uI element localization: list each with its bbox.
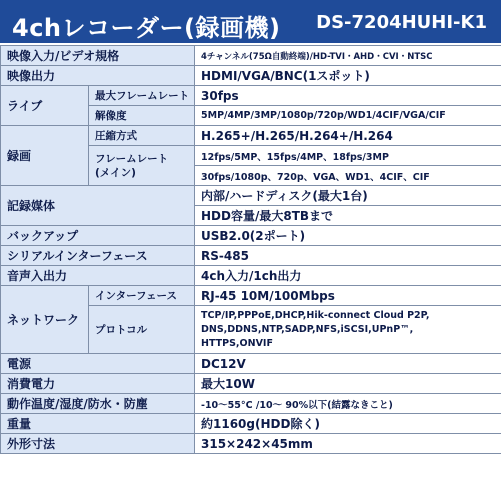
storage-value-2: HDD容量/最大8TBまで (195, 206, 501, 226)
table-row (1, 86, 501, 106)
live-frame-rate-label: 最大フレームレート (89, 86, 195, 106)
table-row (1, 46, 501, 66)
audio-label: 音声入出力 (1, 266, 195, 286)
table-row (1, 286, 501, 306)
frame-rate-label (89, 146, 195, 186)
table-row (1, 434, 501, 454)
protocol-line-1: TCP/IP,PPPoE,DHCP,Hik-connect Cloud P2P, (201, 309, 430, 321)
live-frame-rate-value: 30fps (195, 86, 501, 106)
frame-rate-value-1: 12fps/5MP、15fps/4MP、18fps/3MP (195, 146, 501, 166)
network-label: ネットワーク (1, 286, 89, 354)
audio-value: 4ch入力/1ch出力 (195, 266, 501, 286)
video-output-label: 映像出力 (1, 66, 195, 86)
power-value: DC12V (195, 354, 501, 374)
table-row (1, 246, 501, 266)
table-row (1, 394, 501, 414)
table-row (1, 354, 501, 374)
interface-value: RJ-45 10M/100Mbps (195, 286, 501, 306)
storage-value-1: 内部/ハードディスク(最大1台) (195, 186, 501, 206)
protocol-label: プロトコル (89, 306, 195, 354)
live-label: ライブ (1, 86, 89, 126)
header-banner (0, 0, 501, 43)
protocol-line-3: HTTPS,ONVIF (201, 337, 273, 349)
power-label: 電源 (1, 354, 195, 374)
live-resolution-value: 5MP/4MP/3MP/1080p/720p/WD1/4CIF/VGA/CIF (195, 106, 501, 126)
protocol-value (195, 306, 501, 354)
frame-rate-value-2: 30fps/1080p、720p、VGA、WD1、4CIF、CIF (195, 166, 501, 186)
protocol-line-2: DNS,DDNS,NTP,SADP,NFS,iSCSI,UPnP™, (201, 323, 414, 335)
page-title: 4chレコーダー(録画機) (12, 14, 281, 42)
table-row (1, 66, 501, 86)
table-row (1, 266, 501, 286)
table-row (1, 126, 501, 146)
dimensions-label: 外形寸法 (1, 434, 195, 454)
dimensions-value: 315×242×45mm (195, 434, 501, 454)
spec-table (0, 45, 501, 454)
recording-label: 録画 (1, 126, 89, 186)
consumption-label: 消費電力 (1, 374, 195, 394)
frame-rate-label-line1: フレームレート (95, 152, 169, 165)
video-output-value: HDMI/VGA/BNC(1スポット) (195, 66, 501, 86)
weight-value: 約1160g(HDD除く) (195, 414, 501, 434)
video-input-label: 映像入力/ビデオ規格 (1, 46, 195, 66)
environment-value: -10〜55°C /10〜 90%以下(結露なきこと) (195, 394, 501, 414)
live-resolution-label: 解像度 (89, 106, 195, 126)
storage-label: 記録媒体 (1, 186, 195, 226)
serial-label: シリアルインターフェース (1, 246, 195, 266)
interface-label: インターフェース (89, 286, 195, 306)
table-row (1, 374, 501, 394)
compression-value: H.265+/H.265/H.264+/H.264 (195, 126, 501, 146)
table-row (1, 186, 501, 206)
weight-label: 重量 (1, 414, 195, 434)
frame-rate-label-line2: (メイン) (95, 166, 136, 179)
environment-label: 動作温度/湿度/防水・防塵 (1, 394, 195, 414)
serial-value: RS-485 (195, 246, 501, 266)
table-row (1, 226, 501, 246)
model-number: DS-7204HUHI-K1 (316, 12, 487, 33)
backup-label: バックアップ (1, 226, 195, 246)
compression-label: 圧縮方式 (89, 126, 195, 146)
table-row (1, 414, 501, 434)
consumption-value: 最大10W (195, 374, 501, 394)
backup-value: USB2.0(2ポート) (195, 226, 501, 246)
video-input-value: 4チャンネル(75Ω自動終端)/HD-TVI・AHD・CVI・NTSC (195, 46, 501, 66)
